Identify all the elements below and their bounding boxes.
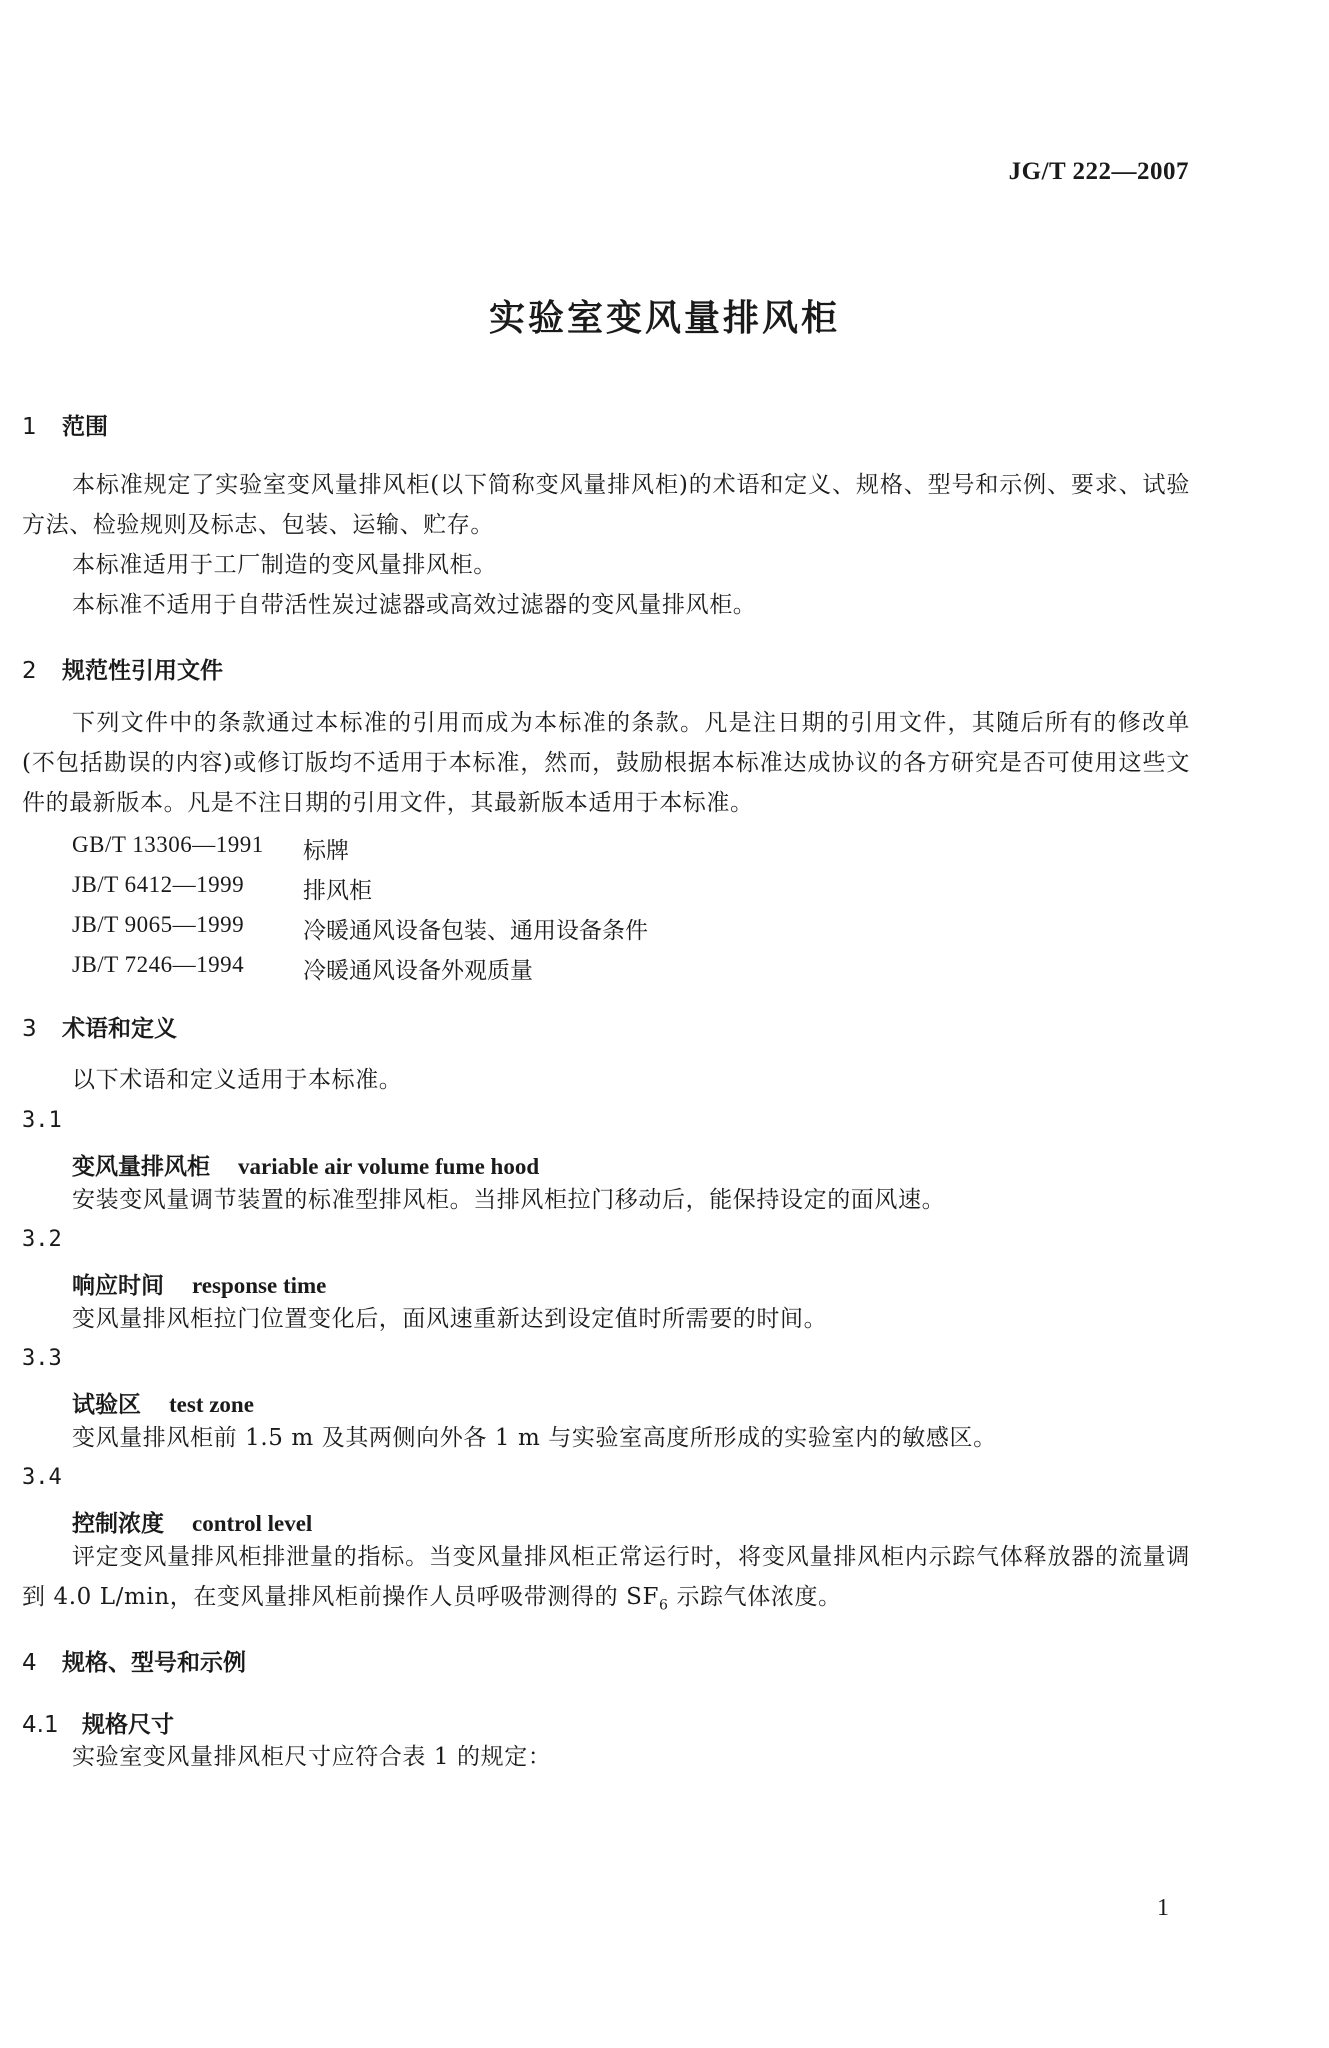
term-heading: [72, 1148, 539, 1181]
term-en: control level: [192, 1511, 313, 1536]
term-heading: [72, 1505, 312, 1538]
section-number: 1: [22, 414, 37, 440]
term-en: variable air volume fume hood: [238, 1154, 540, 1179]
term-definition: 变风量排风柜拉门位置变化后，面风速重新达到设定值时所需要的时间。: [72, 1306, 828, 1332]
section-4-heading: [22, 1644, 246, 1677]
section-2-heading: [22, 652, 223, 685]
term-heading: [72, 1267, 326, 1300]
clause-number: 3.4: [22, 1465, 62, 1490]
clause-number: 3.1: [22, 1108, 62, 1133]
term-heading: [72, 1386, 254, 1419]
scope-paragraph-1: 本标准规定了实验室变风量排风柜(以下简称变风量排风柜)的术语和定义、规格、型号和示例、要求、试验方法、检验规则及标志、包装、运输、贮存。: [22, 472, 1190, 538]
reference-name: 冷暖通风设备包装、通用设备条件: [303, 918, 648, 944]
term-zh: 试验区: [72, 1392, 141, 1418]
reference-item: [72, 872, 372, 905]
subsection-title: 规格尺寸: [82, 1712, 174, 1738]
document-code: JG/T 222—2007: [1008, 158, 1189, 185]
reference-code: GB/T 13306—1991: [72, 832, 264, 857]
clause-number: 3.3: [22, 1346, 62, 1371]
reference-code: JB/T 6412—1999: [72, 872, 245, 897]
reference-name: 冷暖通风设备外观质量: [303, 958, 533, 984]
term-en: test zone: [169, 1392, 254, 1417]
reference-item: [72, 832, 349, 865]
term-zh: 控制浓度: [72, 1511, 164, 1537]
term-definition: [22, 1537, 1190, 1626]
reference-item: [72, 912, 648, 945]
section-1-heading: [22, 408, 108, 441]
subscript: 6: [659, 1597, 669, 1614]
section-title: 术语和定义: [62, 1016, 177, 1042]
scope-paragraph-2: 本标准适用于工厂制造的变风量排风柜。: [72, 552, 497, 578]
page-number: 1: [1157, 1895, 1169, 1921]
definition-text: 评定变风量排风柜排泄量的指标。当变风量排风柜正常运行时，将变风量排风柜内示踪气体释放器的流量调到 4.0 L/min，在变风量排风柜前操作人员呼吸带测得的 SF: [22, 1544, 1190, 1610]
section-number: 3: [22, 1016, 37, 1042]
section-title: 规格、型号和示例: [62, 1650, 246, 1676]
terms-intro: 以下术语和定义适用于本标准。: [72, 1067, 403, 1093]
reference-code: JB/T 7246—1994: [72, 952, 245, 977]
term-zh: 响应时间: [72, 1273, 164, 1299]
section-number: 2: [22, 658, 37, 684]
normative-references-paragraph: 下列文件中的条款通过本标准的引用而成为本标准的条款。凡是注日期的引用文件，其随后所有的修改单(不包括勘误的内容)或修订版均不适用于本标准，然而，鼓励根据本标准达成协议的各方研究是否可使用这些文件的最新版本。凡是不注日期的引用文件，其最新版本适用于本标准。: [22, 710, 1190, 816]
term-zh: 变风量排风柜: [72, 1154, 210, 1180]
term-en: response time: [192, 1273, 327, 1298]
reference-name: 排风柜: [303, 878, 372, 904]
section-number: 4: [22, 1650, 37, 1676]
section-title: 范围: [62, 414, 108, 440]
page-title: 实验室变风量排风柜: [488, 298, 840, 339]
term-definition: 变风量排风柜前 1.5 m 及其两侧向外各 1 m 与实验室高度所形成的实验室内的敏感区。: [72, 1425, 997, 1451]
scope-paragraph-3: 本标准不适用于自带活性炭过滤器或高效过滤器的变风量排风柜。: [72, 592, 757, 618]
section-3-heading: [22, 1010, 177, 1043]
definition-text: 示踪气体浓度。: [668, 1584, 842, 1610]
reference-name: 标牌: [303, 838, 349, 864]
subsection-number: 4.1: [22, 1712, 59, 1738]
dimensions-paragraph: 实验室变风量排风柜尺寸应符合表 1 的规定：: [72, 1744, 552, 1770]
section-title: 规范性引用文件: [62, 658, 223, 684]
term-definition: 安装变风量调节装置的标准型排风柜。当排风柜拉门移动后，能保持设定的面风速。: [72, 1187, 946, 1213]
subsection-4-1-heading: [22, 1706, 174, 1739]
clause-number: 3.2: [22, 1227, 62, 1252]
reference-item: [72, 952, 533, 985]
reference-code: JB/T 9065—1999: [72, 912, 245, 937]
